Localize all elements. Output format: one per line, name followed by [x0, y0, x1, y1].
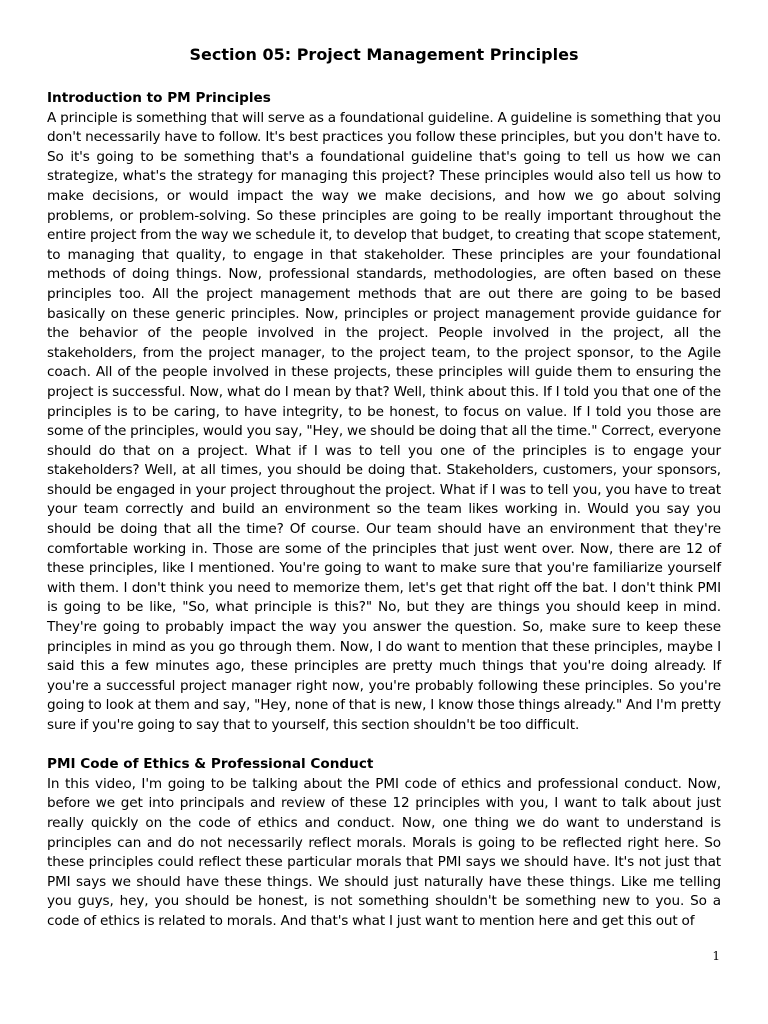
page-title: Section 05: Project Management Principles	[189, 45, 579, 64]
section-heading-ethics: PMI Code of Ethics & Professional Conduct	[47, 756, 374, 773]
section-intro	[47, 89, 721, 736]
section-body-intro: A principle is something that will serve as a foundational guideline. A guideline is something that you don't necessarily have to follow. It's best practices you follow these principles, but you don't have to. So it's going to be something that's a foundational guideline that's going to tell us how we can strategize, what's the strategy for managing this project? These principles would also tell us how to make decisions, or would impact the way we make decisions, and how we go about solving problems, or problem-solving. So these principles are going to be really important throughout the entire project from the way we schedule it, to develop that budget, to creating that scope statement, to managing that quality, to engage in that stakeholder. These principles are your foundational methods of doing things. Now, professional standards, methodologies, are often based on these principles too. All the project management methods that are out there are going to be based basically on these generic principles. Now, principles or project management provide guidance for the behavior of the people involved in the project. People involved in the project, all the stakeholders, from the project manager, to the project team, to the project sponsor, to the Agile coach. All of the people involved in these projects, these principles will guide them to ensuring the project is successful. Now, what do I mean by that? Well, think about this. If I told you that one of the principles is to be caring, to have integrity, to be honest, to focus on value. If I told you those are some of the principles, would you say, "Hey, we should be doing that all the time." Correct, everyone should do that on a project. What if I was to tell you one of the principles is to engage your stakeholders? Well, at all times, you should be doing that. Stakeholders, customers, your sponsors, should be engaged in your project throughout the project. What if I was to tell you, you have to treat your team correctly and build an environment so the team likes working in. Would you say you should be doing that all the time? Of course. Our team should have an environment that they're comfortable working in. Those are some of the principles that just went over. Now, there are 12 of these principles, like I mentioned. You're going to want to make sure that you're familiarize yourself with them. I don't think you need to memorize them, let's get that right off the bat. I don't think PMI is going to be like, "So, what principle is this?" No, but they are things you should keep in mind. They're going to probably impact the way you answer the question. So, make sure to keep these principles in mind as you go through them. Now, I do want to mention that these principles, maybe I said this a few minutes ago, these principles are pretty much things that you're doing already. If you're a successful project manager right now, you're probably following these principles. So you're going to look at them and say, "Hey, none of that is new, I know those things already." And I'm pretty sure if you're going to say that to yourself, this section shouldn't be too difficult.	[47, 109, 721, 733]
page-number: 1	[712, 949, 720, 963]
section-spacer	[47, 736, 721, 756]
section-ethics	[47, 755, 721, 931]
section-heading-intro: Introduction to PM Principles	[47, 90, 271, 106]
section-body-ethics: In this video, I'm going to be talking about the PMI code of ethics and professional conduct. Now, before we get into principals and review of these 12 principles with you, I want to talk about just really quickly on the code of ethics and conduct. Now, one thing we do want to understand is principles can and do not necessarily reflect morals. Morals is going to be reflected right here. So these principles could reflect these particular morals that PMI says we should have. It's not just that PMI says we should have these things. We should just naturally have these things. Like me telling you guys, hey, you should be honest, is not something shouldn't be something new to you. So a code of ethics is related to morals. And that's what I just want to mention here and get this out of	[47, 775, 721, 929]
